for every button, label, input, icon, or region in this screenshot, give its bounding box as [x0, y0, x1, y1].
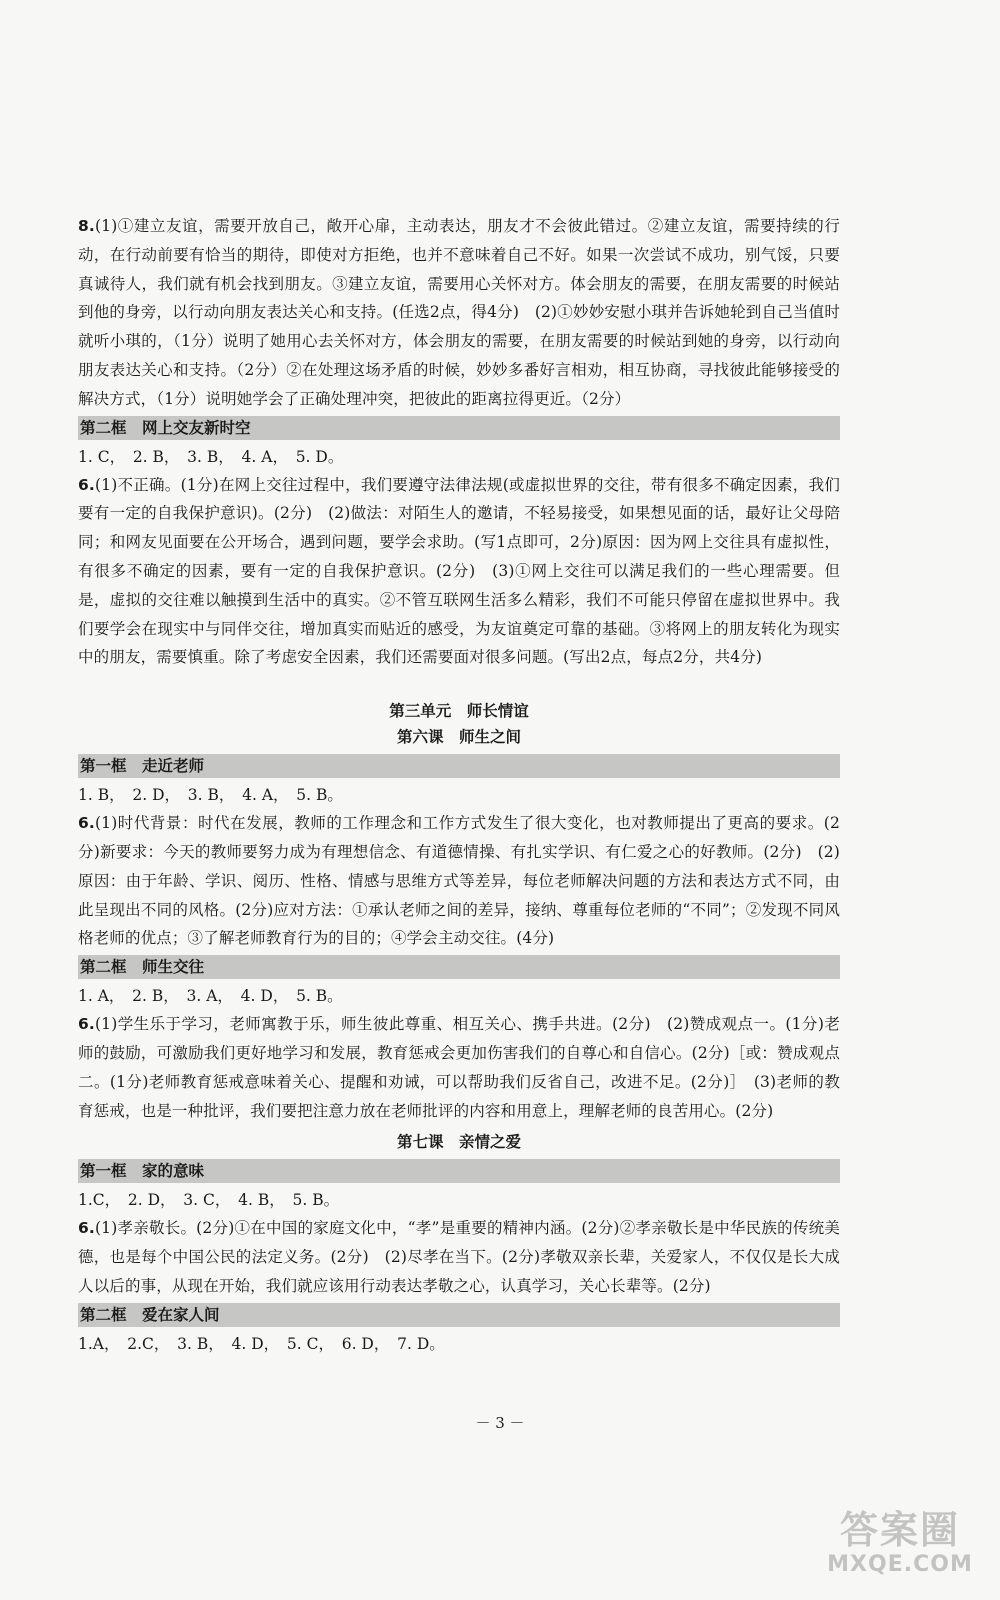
question-text: (1)学生乐于学习，老师寓教于乐，师生彼此尊重、相互关心、携手共进。(2分) (2)赞成观点一。(1分)老师的鼓励，可激励我们更好地学习和发展，教育惩戒会更加伤害我们的自尊心和自信心。(2分)［或：赞成观点二。(1分)老师教育惩戒意味着关心、提醒和劝诫，可以帮助我们反省自己，改进不足。(2分)］ (3)老师的教育惩戒，也是一种批评，我们要把注意力放在老师批评的内容和用意上，理解老师的良苦用心。(2分): [78, 1015, 840, 1120]
question-text: (1)时代背景：时代在发展，教师的工作理念和工作方式发生了很大变化，也对教师提出了更高的要求。(2分)新要求：今天的教师要努力成为有理想信念、有道德情操、有扎实学识、有仁爱之心的好教师。(2分) (2)原因：由于年龄、学识、阅历、性格、情感与思维方式等差异，每位老师解决问题的方法和表达方式不同，由此呈现出不同的风格。(2分)应对方法：①承认老师之间的差异，接纳、尊重每位老师的“不同”；②发现不同风格老师的优点；③了解老师教育行为的目的；④学会主动交往。(4分): [78, 814, 840, 948]
question-text: (1)不正确。(1分)在网上交往过程中，我们要遵守法律法规(或虚拟世界的交往，带有很多不确定因素，我们要有一定的自我保护意识)。(2分) (2)做法：对陌生人的邀请，不轻易接受，如果想见面的话，最好让父母陪同；和网友见面要在公开场合，遇到问题，要学会求助。(写1点即可，2分)原因：因为网上交往具有虚拟性，有很多不确定的因素，要有一定的自我保护意识。(2分) (3)①网上交往可以满足我们的一些心理需要。但是，虚拟的交往难以触摸到生活中的真实。②不管互联网生活多么精彩，我们不可能只停留在虚拟世界中。我们要学会在现实中与同伴交往，增加真实而贴近的感受，为友谊奠定可靠的基础。③将网上的朋友转化为现实中的朋友，需要慎重。除了考虑安全因素，我们还需要面对很多问题。(写出2点，每点2分，共4分): [78, 475, 840, 667]
question-text: (1)孝亲敬长。(2分)①在中国的家庭文化中，“孝”是重要的精神内涵。(2分)②孝亲敬长是中华民族的传统美德，也是每个中国公民的法定义务。(2分) (2)尽孝在当下。(2分)孝敬双亲长辈，关爱家人，不仅仅是长大成人以后的事，从现在开始，我们就应该用行动表达孝敬之心，认真学习，关心长辈等。(2分): [78, 1219, 840, 1295]
choice-answers: 1. B， 2. D， 3. B， 4. A， 5. B。: [78, 786, 343, 805]
page-number: － 3 －: [475, 1414, 525, 1432]
section-header-love-in-family: 第二框 爱在家人间: [78, 1303, 840, 1327]
choice-answers: 1. A， 2. B， 3. A， 4. D， 5. B。: [78, 987, 343, 1006]
watermark-text: 答案圈: [839, 1508, 960, 1552]
choice-answers: 1.C， 2. D， 3. C， 4. B， 5. B。: [78, 1191, 340, 1210]
question-number: 6.: [78, 814, 95, 833]
question-8: [78, 212, 840, 414]
question-number: 6.: [78, 475, 95, 494]
question-number: 6.: [78, 1015, 95, 1034]
choice-answers: 1.A， 2.C， 3. B， 4. D， 5. C， 6. D， 7. D。: [78, 1334, 445, 1353]
unit-title: 第三单元 师长情谊: [389, 702, 529, 721]
section-header-online-friendship: 第二框 网上交友新时空: [78, 416, 840, 440]
question-6: [78, 471, 840, 673]
section-header-teacher-student: 第二框 师生交往: [78, 955, 840, 979]
question-6: [78, 1214, 840, 1300]
question-6: [78, 809, 840, 953]
watermark-logo: [820, 1508, 980, 1584]
question-number: 8.: [78, 217, 95, 235]
question-number: 6.: [78, 1219, 95, 1238]
watermark-url: MXQE.COM: [827, 1552, 973, 1577]
question-text: (1)①建立友谊，需要开放自己，敞开心扉，主动表达，朋友才不会彼此错过。②建立友谊，需要持续的行动，在行动前要有恰当的期待，即使对方拒绝，也并不意味着自己不好。如果一次尝试不成功，别气馁，只要真诚待人，我们就有机会找到朋友。③建立友谊，需要用心关怀对方。体会朋友的需要，在朋友需要的时候站到他的身旁，以行动向朋友表达关心和支持。(任选2点，得4分) (2)①妙妙安慰小琪并告诉她轮到自己当值时就听小琪的，（1分）说明了她用心去关怀对方，体会朋友的需要，在朋友需要的时候站到她的身旁，以行动向朋友表达关心和支持。（2分）②在处理这场矛盾的时候，妙妙多番好言相劝，相互协商，寻找彼此能够接受的解决方式，（1分）说明她学会了正确处理冲突，把彼此的距离拉得更近。（2分）: [78, 217, 840, 408]
section-header-meaning-of-home: 第一框 家的意味: [78, 1159, 840, 1183]
lesson-title: 第七课 亲情之爱: [396, 1133, 521, 1152]
lesson-title: 第六课 师生之间: [396, 728, 521, 747]
answer-page: [78, 212, 840, 1358]
choice-answers: 1. C， 2. B， 3. B， 4. A， 5. D。: [78, 447, 344, 466]
question-6: [78, 1010, 840, 1125]
section-header-approach-teacher: 第一框 走近老师: [78, 754, 840, 778]
